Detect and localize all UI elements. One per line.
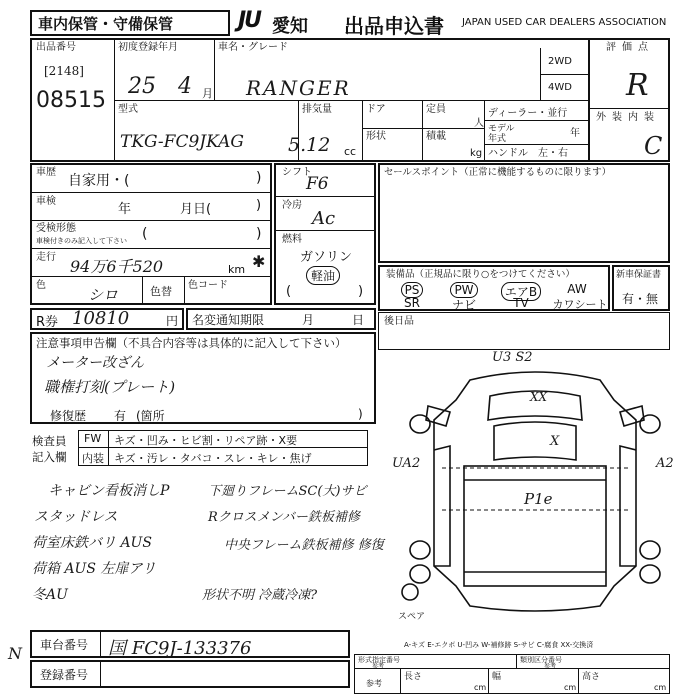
month-unit: 月 [202, 87, 213, 100]
capacity-unit: 人 [474, 118, 484, 129]
shift-label: シフト [282, 167, 312, 178]
notes-line2: 職権打刻(プレート) [44, 378, 176, 396]
inspection-year-unit: 年 [118, 202, 132, 217]
score-label: 評価点 [606, 42, 654, 53]
score-value: R [626, 68, 649, 103]
spec-length-unit: cm [474, 683, 487, 692]
fuel-value: ガソリン [300, 250, 353, 265]
door-label: ドア [366, 104, 386, 115]
car-name: RANGER [246, 76, 351, 100]
inspector-fw: FW [84, 432, 102, 445]
sales-point-box [378, 163, 670, 263]
warranty-label: 新車保証書 [616, 270, 662, 280]
spec-height-label: 高さ [582, 672, 601, 682]
model-year-label: モデル年式 [488, 124, 515, 144]
color-label: 色 [36, 280, 46, 291]
diagram-right-mark: A2 [656, 456, 674, 471]
sales-point-label: セールスポイント（正常に機能するものに限ります） [384, 167, 612, 178]
notes-header: 注意事項申告欄（不具合内容等は具体的に記入して下さい） [36, 336, 347, 350]
remark-2-left: スタッドレス [34, 509, 118, 525]
sheet-title: 出品申込書 [344, 14, 444, 38]
spec-height-unit: cm [654, 683, 667, 692]
notes-line1: メーター改ざん [46, 355, 144, 371]
handle-label: ハンドル 左・右 [488, 148, 568, 159]
ext-int-label: 外装内装 [596, 112, 660, 123]
capacity-label: 定員 [426, 104, 446, 115]
load-unit: kg [470, 148, 483, 159]
displacement-value: 5.12 [288, 134, 331, 156]
diagram-left-mark: UA2 [392, 456, 421, 471]
tax-month: 月 [302, 313, 315, 327]
spec-shape-label: 形式指定番号 [358, 656, 400, 664]
acceptance-note: 車検付きのみ記入して下さい [36, 237, 127, 245]
shape-label: 形状 [366, 131, 386, 142]
repair-place: (箇所 [136, 409, 165, 423]
mileage-unit: km [228, 263, 246, 276]
equip-leather-seat: カワシート [552, 298, 608, 311]
history-label: 車歴 [36, 167, 56, 178]
fuel-label: 燃料 [282, 234, 302, 245]
acceptance-open: ( [142, 226, 148, 242]
inspector-row2: キズ・汚レ・タバコ・スレ・キレ・焦げ [114, 452, 312, 465]
repair-label: 修復歴 [50, 409, 87, 423]
inspection-label: 車検 [36, 196, 56, 207]
shift-value: F6 [306, 174, 329, 194]
name-grade-label: 車名・グレード [218, 42, 288, 53]
rear-items-box [378, 312, 670, 350]
acceptance-close: ) [256, 226, 262, 242]
warranty-options: 有・無 [622, 292, 659, 306]
fuel-bracket-open: ( [286, 284, 292, 299]
damage-legend: A-キズ E-エクボ U-凹み W-補修跡 S-サビ C-腐食 XX-交換済 [404, 641, 594, 649]
inspector-label: 検査員 [32, 434, 67, 448]
tax-day: 日 [352, 313, 365, 327]
inspector-fill-label: 記入欄 [32, 450, 67, 464]
remark-4-left: 荷箱 AUS 左扉アリ [32, 561, 156, 577]
remark-2-right: Rクロスメンバー鉄板補修 [208, 510, 360, 525]
color-value: シロ [88, 286, 119, 304]
equip-navi: ナビ [451, 298, 476, 312]
equip-sr: SR [404, 296, 420, 310]
first-reg-label: 初度登録年月 [118, 42, 178, 53]
spec-length-label: 長さ [404, 672, 423, 682]
mileage-label: 走行 [36, 252, 56, 263]
dealer-label: ディーラー・並行 [488, 108, 568, 119]
spec-reference-label: 参考 [544, 663, 557, 670]
cooler-value: Ac [312, 208, 336, 229]
lot-label: 出品番号 [36, 42, 76, 53]
model-label: 型式 [118, 104, 138, 115]
spec-width-unit: cm [564, 683, 577, 692]
diagram-xx-mark: XX [530, 390, 548, 404]
association-name: JAPAN USED CAR DEALERS ASSOCIATION [462, 17, 667, 28]
recycle-label: R券 [36, 315, 59, 330]
load-label: 積載 [426, 131, 446, 142]
cooler-label: 冷房 [282, 200, 302, 211]
remark-1-left: キャビン看板消しP [48, 483, 170, 499]
model-code: TKG-FC9JKAG [120, 132, 244, 152]
lot-small-number: [2148] [44, 64, 84, 78]
inspection-close: ) [256, 198, 262, 213]
ext-int-grade: C [644, 132, 663, 160]
inspector-interior: 内装 [82, 452, 104, 465]
remark-5-right: 形状不明 冷蔵冷凍? [202, 588, 318, 603]
mileage-star-mark: ✱ [252, 252, 266, 271]
registration-label: 登録番号 [40, 668, 89, 682]
recycle-yen: 円 [166, 314, 179, 328]
displacement-label: 排気量 [302, 104, 332, 115]
first-reg-year: 25 [128, 74, 156, 99]
history-close: ) [256, 170, 262, 186]
tax-label: 名変通知期限 [192, 313, 265, 327]
equipment-label: 装備品（正規品に限り○をつけてください） [386, 269, 575, 280]
repair-close: ) [358, 407, 363, 421]
logo-region: 愛知 [272, 16, 308, 37]
history-value: 自家用・( [68, 173, 130, 189]
mileage-value: 94万6千520 [70, 257, 164, 276]
inspection-month-unit: 月日( [180, 202, 212, 217]
rear-items-label: 後日品 [384, 316, 414, 327]
storage-note: 車内保管・守備保管 [38, 15, 174, 33]
recycle-value: 10810 [72, 308, 130, 329]
remark-3-right: 中央フレーム鉄板補修 修復 [224, 538, 384, 553]
repair-value: 有 [114, 409, 127, 423]
spec-width-label: 幅 [492, 672, 502, 682]
spare-label: スペア [398, 612, 426, 622]
spec-class-label: 類別区分番号 [520, 656, 562, 664]
chassis-value: 国 FC9J-133376 [108, 638, 252, 659]
inspector-row1: キズ・凹み・ヒビ割・リペア跡・X要 [114, 434, 298, 447]
year-unit: 年 [570, 128, 580, 139]
fields-block [30, 163, 272, 305]
lot-number: 08515 [36, 88, 106, 113]
remark-3-left: 荷室床鉄バリ AUS [32, 535, 152, 551]
remark-5-left: 冬AU [32, 587, 68, 603]
diagram-x-mark: X [550, 434, 560, 449]
logo-mark: JU [238, 8, 261, 33]
chassis-label: 車台番号 [40, 638, 89, 652]
equip-pw: PW [442, 282, 486, 298]
equip-aw: AW [567, 282, 587, 296]
diagram-center-mark: P1e [524, 490, 553, 508]
acceptance-label: 受検形態 [36, 223, 76, 234]
equip-tv: TV [513, 296, 529, 310]
spec-ref-label: 参考 [372, 663, 385, 670]
equip-ps: PS [390, 282, 434, 298]
remark-1-right: 下廻りフレームSC(大)サビ [208, 484, 367, 499]
fuel-bracket-close: ) [358, 284, 364, 299]
cc-unit: cc [344, 145, 357, 158]
chassis-left-mark: N [8, 644, 22, 663]
spec-row-ref: 参考 [366, 679, 382, 688]
equip-airbag: エアB [496, 282, 546, 301]
first-reg-month: 4 [178, 74, 192, 99]
drive-2wd: 2WD [548, 56, 572, 67]
diagram-top-mark: U3 S2 [492, 350, 533, 365]
drive-4wd: 4WD [548, 82, 572, 93]
spec-table [354, 654, 670, 694]
color-change-label: 色替 [150, 285, 172, 298]
color-code-label: 色コード [188, 280, 228, 291]
fuel-circled: 軽油 [306, 266, 340, 285]
